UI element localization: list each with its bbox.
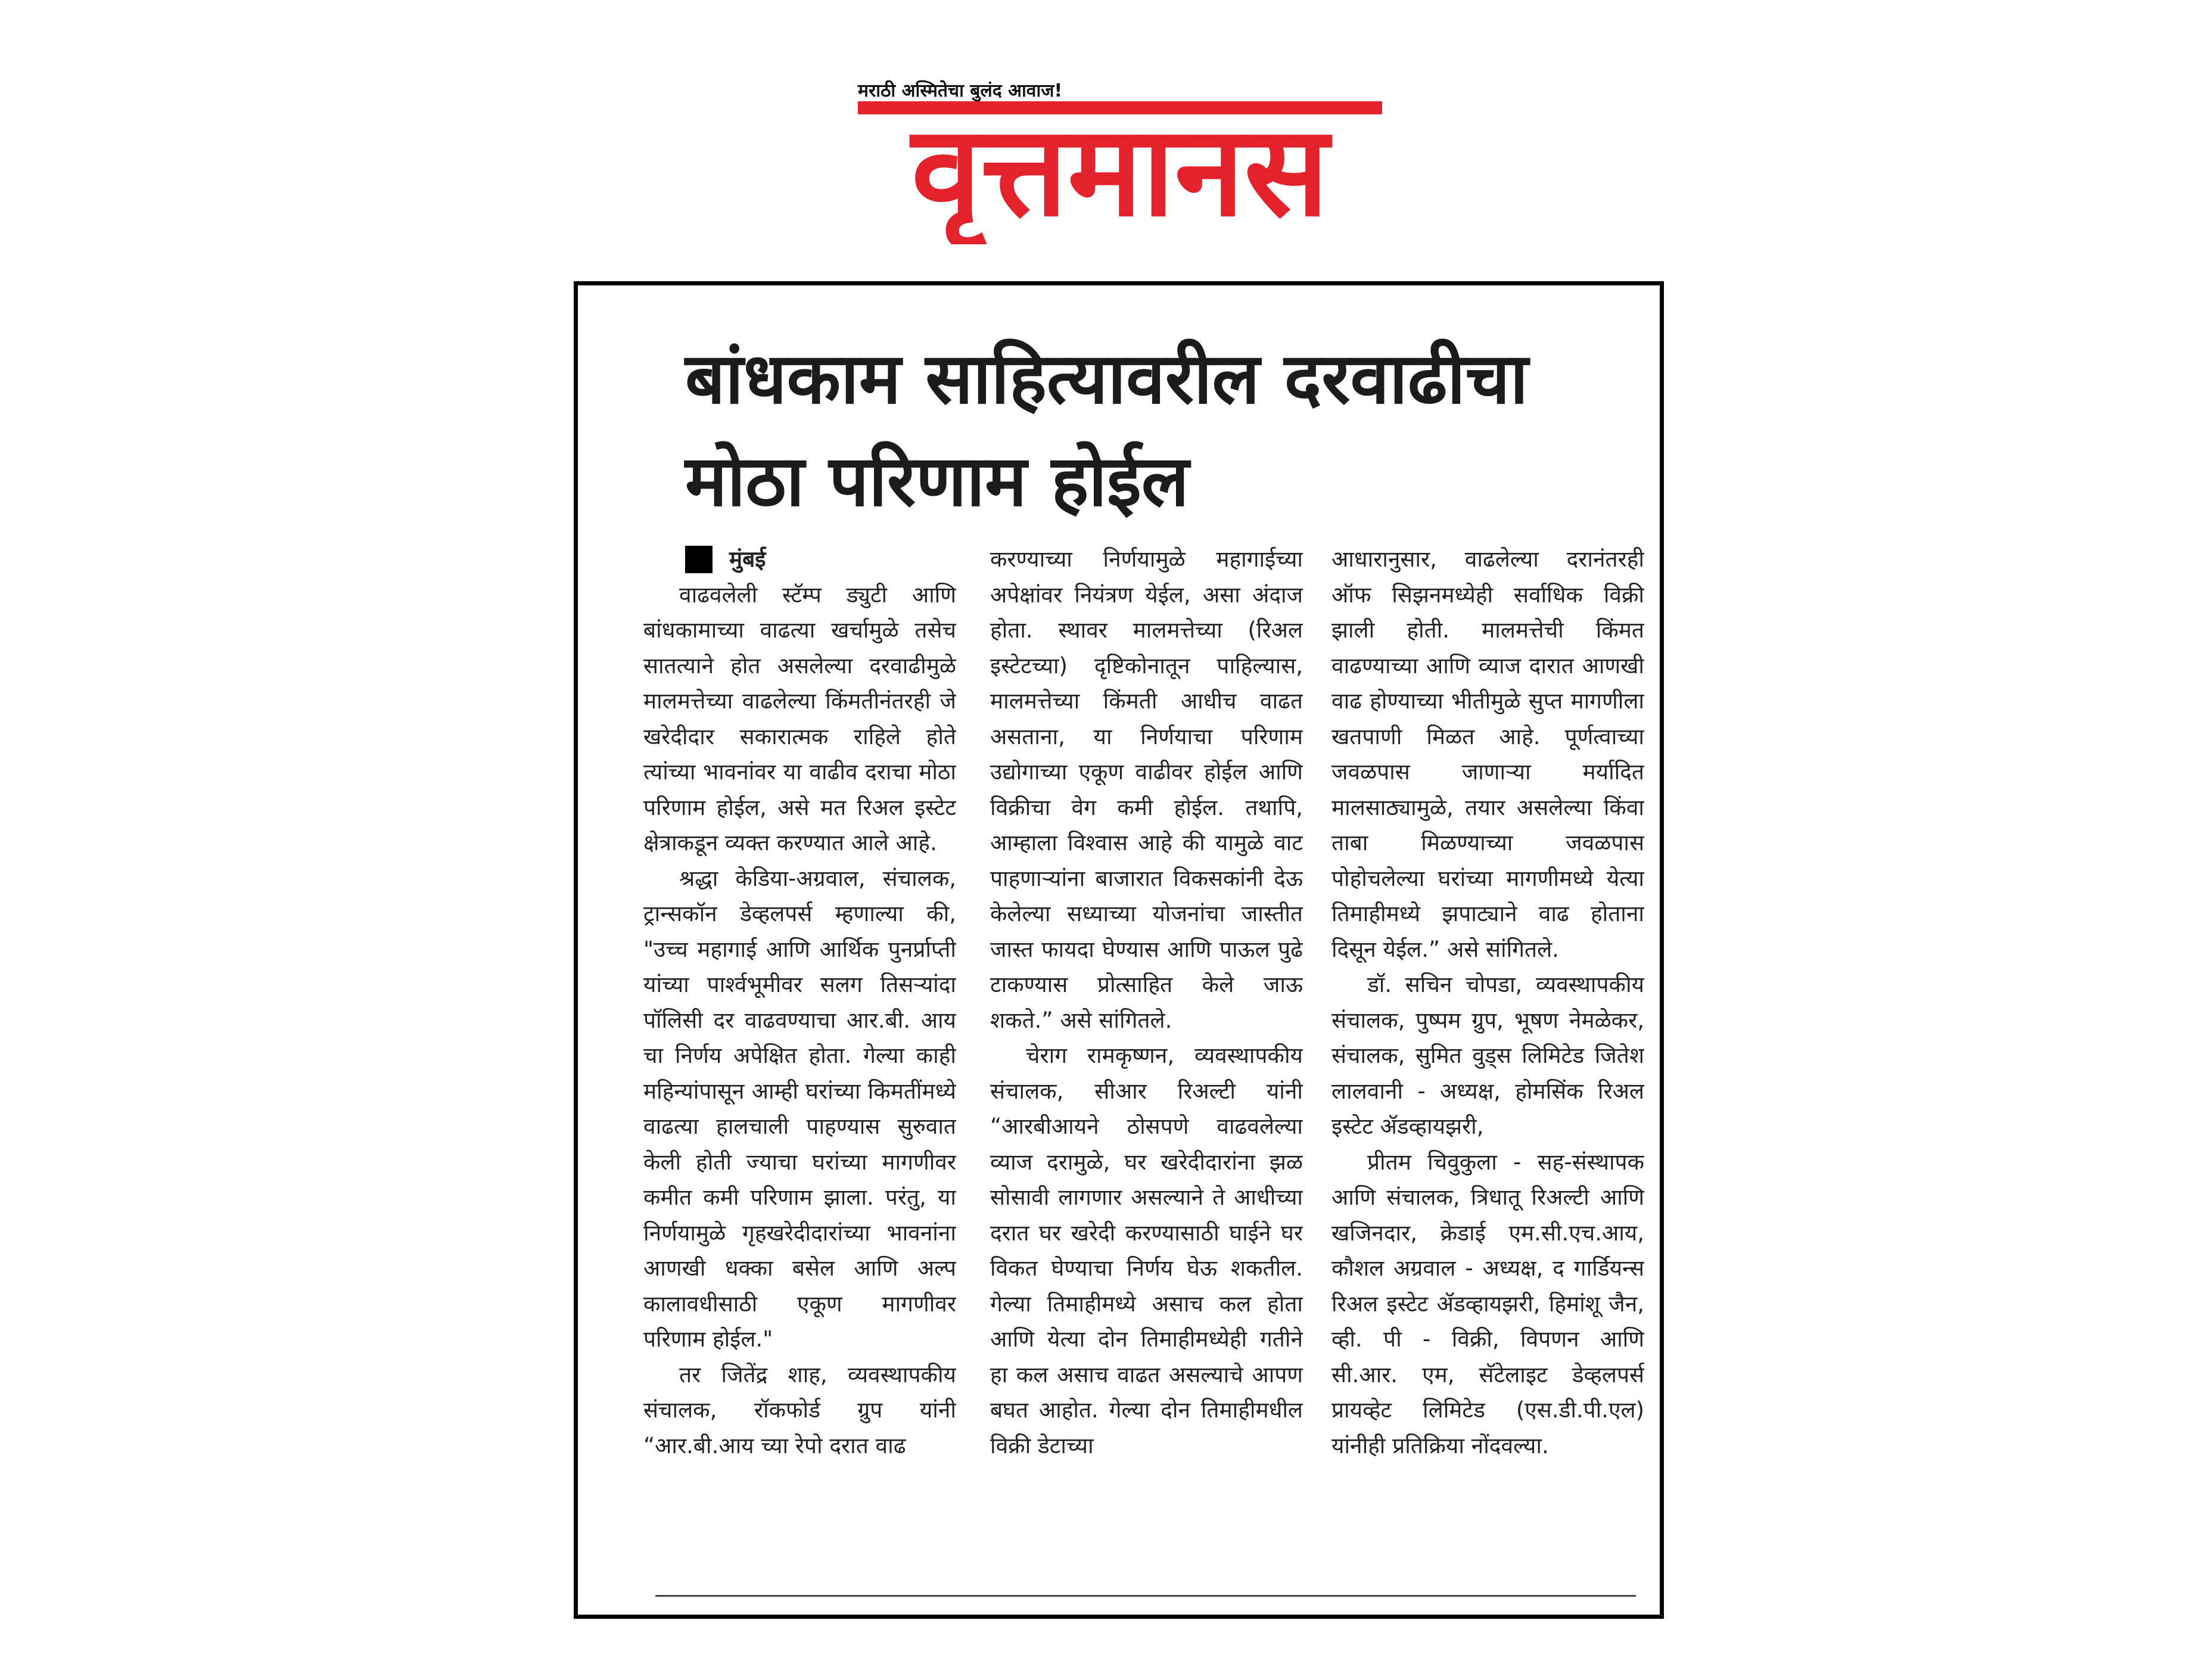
article-paragraph: वाढवलेली स्टॅम्प ड्युटी आणि बांधकामाच्या वाढत्या खर्चामुळे तसेच सातत्याने होत असलेल्या दरवाढीमुळे मालमत्तेच्या वाढलेल्या किंमतीनंतरही जे खरेदीदार सकारात्मक राहिले होते त्यांच्या भावनांवर या वाढीव दराचा मोठा परिणाम होईल, असे मत रिअल इस्टेट क्षेत्राकडून व्यक्त करण्यात आले आहे.: [643, 581, 956, 856]
article-paragraph: चेराग रामकृष्णन, व्यवस्थापकीय संचालक, सीआर रिअल्टी यांनी “आरबीआयने ठोसपणे वाढवलेल्या व्याज दरामुळे, घर खरेदीदारांना झळ सोसावी लागणार असल्याने ते आधीच्या दरात घर खरेदी करण्यासाठी घाईने घर विकत घेण्याचा निर्णय घेऊ शकतील. गेल्या तिमाहीमध्ये असाच कल होता आणि येत्या दोन तिमाहीमध्येही गतीने हा कल असाच वाढत असल्याचे आपण बघत आहोत. गेल्या दोन तिमाहीमधील विक्री डेटाच्या: [990, 1043, 1303, 1459]
newspaper-name: वृत्तमानस: [911, 101, 1329, 244]
dateline-city: मुंबई: [729, 546, 766, 572]
article-column-1: [643, 542, 956, 1578]
article-paragraph: आधारानुसार, वाढलेल्या दरानंतरही ऑफ सिझनमध्येही सर्वाधिक विक्री झाली होती. मालमत्तेची किंमत वाढण्याच्या आणि व्याज दारात आणखी वाढ होण्याच्या भीतीमुळे सुप्त मागणीला खतपाणी मिळत आहे. पूर्णत्वाच्या जवळपास जाणाऱ्या मर्यादित मालसाठ्यामुळे, तयार असलेल्या किंवा ताबा मिळण्याच्या जवळपास पोहोचलेल्या घरांच्या मागणीमध्ये येत्या तिमाहीमध्ये झपाट्याने वाढ होताना दिसून येईल.” असे सांगितले.: [1331, 546, 1644, 962]
bottom-rule: [655, 1595, 1636, 1597]
article-paragraph: श्रद्धा केडिया-अग्रवाल, संचालक, ट्रान्सकॉन डेव्हलपर्स म्हणाल्या की, "उच्च महागाई आणि आर्थिक पुनर्प्राप्ती यांच्या पार्श्वभूमीवर सलग तिसऱ्यांदा पॉलिसी दर वाढवण्याचा आर.बी. आय चा निर्णय अपेक्षित होता. गेल्या काही महिन्यांपासून आम्ही घरांच्या किमतींमध्ये वाढत्या हालचाली पाहण्यास सुरुवात केली होती ज्याचा घरांच्या मागणीवर कमीत कमी परिणाम झाला. परंतु, या निर्णयामुळे गृहखरेदीदारांच्या भावनांना आणखी धक्का बसेल आणि अल्प कालावधीसाठी एकूण मागणीवर परिणाम होईल.": [643, 865, 956, 1352]
article-clipping: [574, 281, 1664, 1619]
headline-line-2: मोठा परिणाम होईल: [685, 440, 1189, 522]
article-headline: [685, 327, 1638, 532]
article-column-3: [1331, 542, 1644, 1578]
article-paragraph: तर जितेंद्र शाह, व्यवस्थापकीय संचालक, रॉकफोर्ड ग्रुप यांनी “आर.बी.आय च्या रेपो दरात वाढ: [643, 1361, 956, 1459]
article-column-2: [990, 542, 1303, 1578]
masthead-tagline: मराठी अस्मितेचा बुलंद आवाज!: [858, 80, 1063, 101]
article-paragraph: करण्याच्या निर्णयामुळे महागाईच्या अपेक्षांवर नियंत्रण येईल, असा अंदाज होता. स्थावर मालमत्तेच्या (रिअल इस्टेटच्या) दृष्टिकोनातून पाहिल्यास, मालमत्तेच्या किंमती आधीच वाढत असताना, या निर्णयाचा परिणाम उद्योगाच्या एकूण वाढीवर होईल आणि विक्रीचा वेग कमी होईल. तथापि, आम्हाला विश्वास आहे की यामुळे वाट पाहणाऱ्यांना बाजारात विकसकांनी देऊ केलेल्या सध्याच्या योजनांचा जास्तीत जास्त फायदा घेण्यास आणि पाऊल पुढे टाकण्यास प्रोत्साहित केले जाऊ शकते.” असे सांगितले.: [990, 546, 1303, 1033]
dateline: [643, 542, 956, 577]
bullet-square-icon: [685, 546, 713, 573]
article-body: [643, 542, 1644, 1578]
masthead: [858, 71, 1382, 250]
newspaper-logo: [858, 101, 1382, 244]
article-paragraph: प्रीतम चिवुकुला - सह-संस्थापक आणि संचालक, त्रिधातू रिअल्टी आणि खजिनदार, क्रेडाई एम.सी.एच.आय, कौशल अग्रवाल - अध्यक्ष, द गार्डियन्स रिअल इस्टेट ॲडव्हायझरी, हिमांशू जैन, व्ही. पी - विक्री, विपणन आणि सी.आर. एम, सॅटेलाइट डेव्हलपर्स प्रायव्हेट लिमिटेड (एस.डी.पी.एल) यांनीही प्रतिक्रिया नोंदवल्या.: [1331, 1149, 1644, 1459]
headline-line-1: बांधकाम साहित्यावरील दरवाढीचा: [685, 337, 1529, 419]
article-paragraph: डॉ. सचिन चोपडा, व्यवस्थापकीय संचालक, पुष्पम ग्रुप, भूषण नेमळेकर, संचालक, सुमित वुड्स लिमिटेड जितेश लालवानी - अध्यक्ष, होमसिंक रिअल इस्टेट ॲडव्हायझरी,: [1331, 972, 1644, 1139]
